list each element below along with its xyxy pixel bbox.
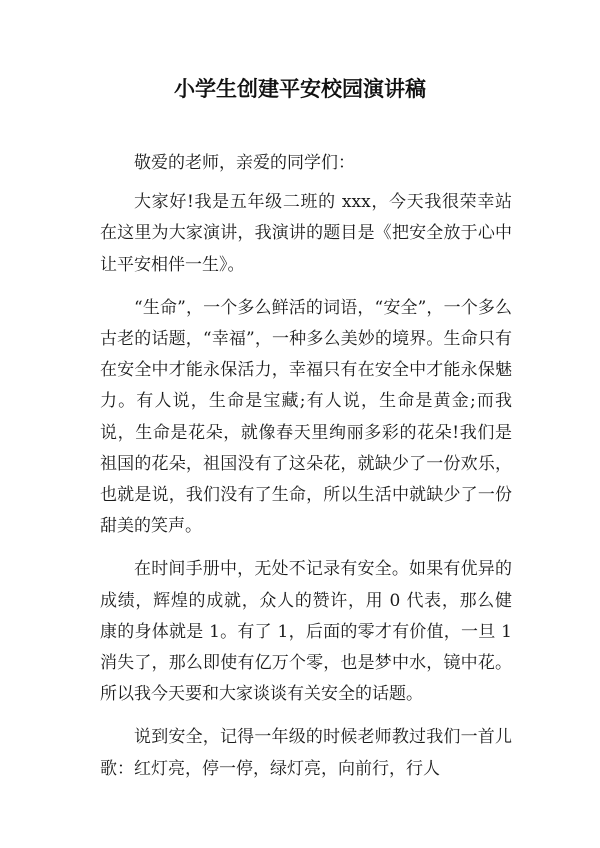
document-body	[100, 148, 512, 793]
paragraph-greeting: 敬爱的老师，亲爱的同学们：	[134, 153, 355, 173]
paragraph-time-handbook: 在时间手册中，无处不记录有安全。如果有优异的成绩，辉煌的成就，众人的赞许，用 0 代表，那么健康的身体就是 1。有了 1，后面的零才有价值，一旦 1 消失了，那么即使有亿万个零，也是梦中水，镜中花。所以我今天要和大家谈谈有关安全的话题。	[100, 559, 512, 705]
paragraph-life: “生命”，一个多么鲜活的词语，“安全”，一个多么古老的话题，“幸福”，一种多么美妙的境界。生命只有在安全中才能永保活力，幸福只有在安全中才能永保魅力。有人说，生命是宝藏;有人说，生命是黄金;而我说，生命是花朵，就像春天里绚丽多彩的花朵!我们是祖国的花朵，祖国没有了这朵花，就缺少了一份欢乐，也就是说，我们没有了生命，所以生活中就缺少了一份甜美的笑声。	[100, 297, 512, 537]
document-title: 小学生创建平安校园演讲稿	[174, 77, 426, 101]
paragraph-nursery-rhyme: 说到安全，记得一年级的时候老师教过我们一首儿歌：红灯亮，停一停，绿灯亮，向前行，行人	[100, 727, 512, 779]
paragraph-introduction: 大家好!我是五年级二班的 xxx，今天我很荣幸站在这里为大家演讲，我演讲的题目是《把安全放于心中让平安相伴一生》。	[100, 192, 512, 275]
